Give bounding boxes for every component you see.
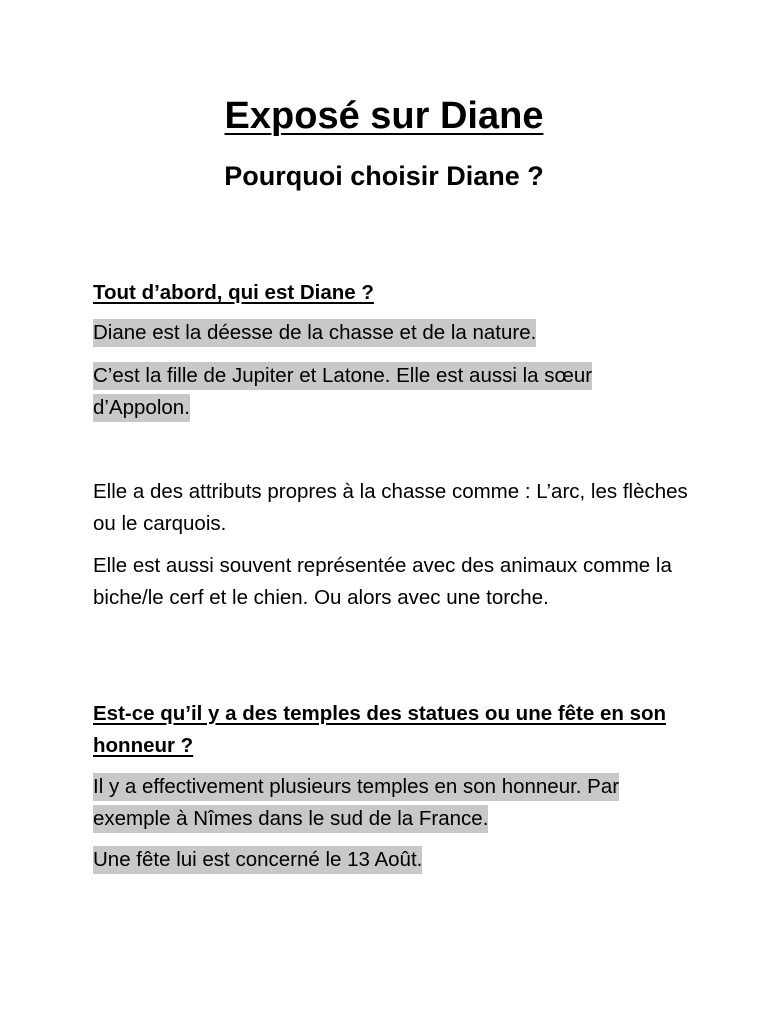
highlighted-text: Il y a effectivement plusieurs temples en son honneur. Par exemple à Nîmes dans le sud de la France. [93, 773, 619, 833]
document-subtitle: Pourquoi choisir Diane ? [224, 161, 544, 191]
highlighted-text: Une fête lui est concerné le 13 Août. [93, 846, 422, 874]
highlighted-text: Diane est la déesse de la chasse et de la nature. [93, 319, 536, 347]
paragraph-festival [93, 844, 693, 876]
document-title: Exposé sur Diane [224, 95, 544, 137]
highlighted-text: C’est la fille de Jupiter et Latone. Elle est aussi la sœur d’Appolon. [93, 362, 592, 422]
section-heading-who-is-diane: Tout d’abord, qui est Diane ? [93, 281, 374, 304]
paragraph-parents [93, 360, 693, 424]
paragraph-animals: Elle est aussi souvent représentée avec des animaux comme la biche/le cerf et le chien. Ou alors avec une torche. [93, 554, 672, 609]
paragraph-temples [93, 771, 693, 835]
section-heading-temples: Est-ce qu’il y a des temples des statues ou une fête en son honneur ? [93, 702, 667, 757]
paragraph-goddess [93, 317, 693, 349]
paragraph-attributes: Elle a des attributs propres à la chasse comme : L’arc, les flèches ou le carquois. [93, 480, 688, 535]
